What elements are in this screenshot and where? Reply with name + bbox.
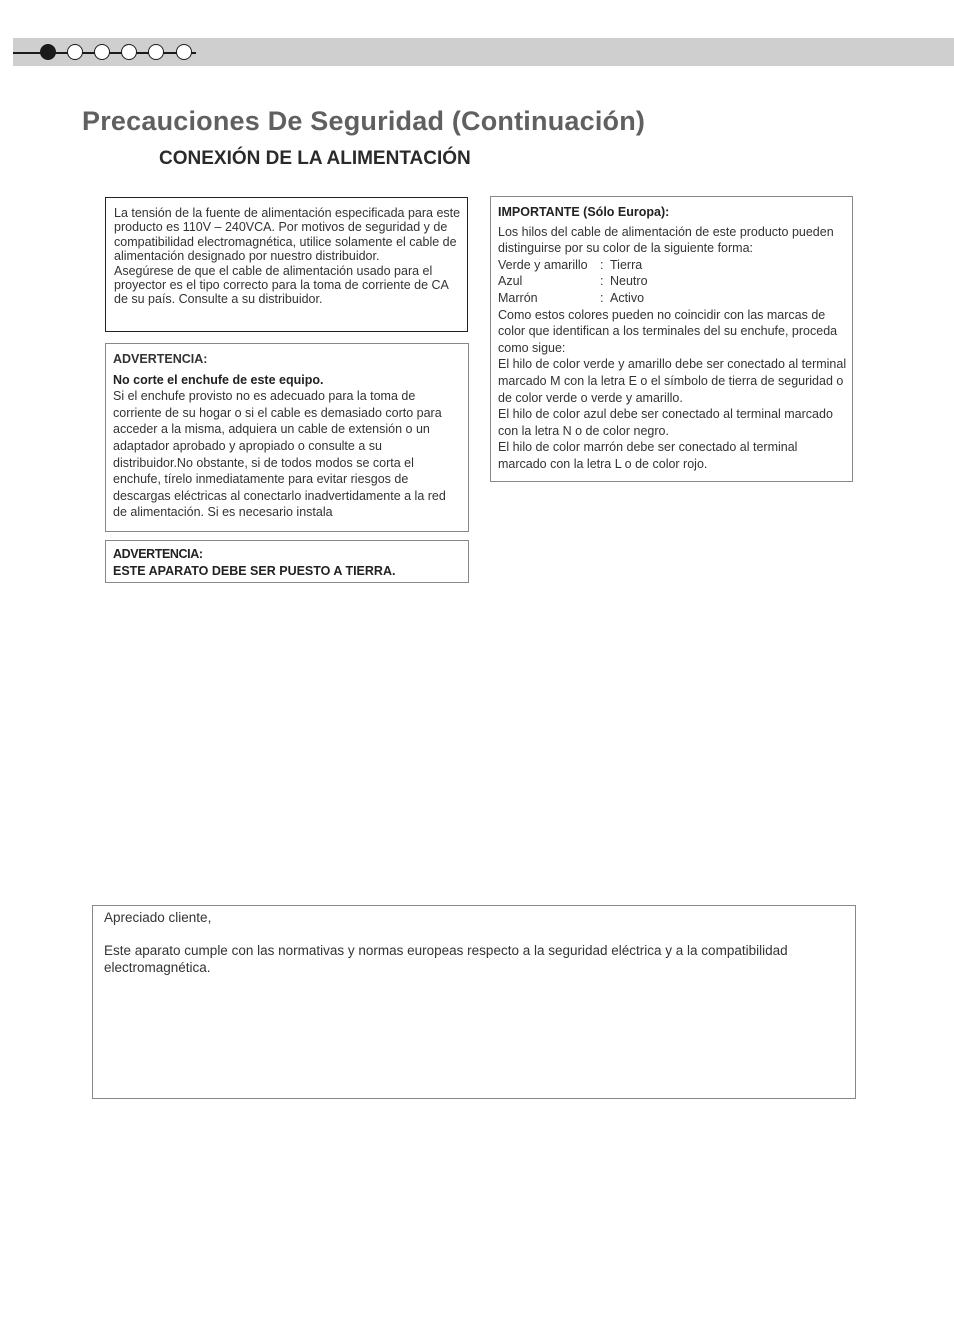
spacer (104, 926, 847, 942)
wire-color-meaning: Tierra (610, 257, 643, 272)
voltage-paragraph-2: Asegúrese de que el cable de alimentación usado para el proyector es el tipo correcto para la toma de corriente de CA de su país. Consulte a su distribuidor. (114, 263, 449, 307)
important-europe-box (490, 196, 853, 482)
page-indicator-dot (67, 44, 83, 60)
warning-heading: ADVERTENCIA: (113, 352, 208, 366)
wire-color-separator: : (600, 290, 604, 305)
warning-subheading: No corte el enchufe de este equipo. (113, 372, 324, 387)
wire-color-row (498, 257, 848, 274)
wire-color-separator: : (600, 274, 604, 289)
important-intro: Los hilos del cable de alimentación de este producto pueden distinguirse por su color de la siguiente forma: (498, 224, 834, 256)
voltage-paragraph-1: La tensión de la fuente de alimentación especificada para este producto es 110V – 240VCA. Por motivos de seguridad y de compatibilidad electromagnética, utilice solamente el cable de alimentación designado por nuestro distribuidor. (114, 206, 461, 264)
wire-color-meaning: Activo (610, 290, 645, 305)
important-body-1: Como estos colores pueden no coincidir con las marcas de color que identifican a los terminales del su enchufe, proceda como sigue: (498, 307, 838, 355)
wire-color-row (498, 273, 848, 290)
important-body-4: El hilo de color marrón debe ser conectado al terminal marcado con la letra L o de color rojo. (498, 440, 798, 471)
warning-ground-box (105, 540, 469, 583)
important-body-2: El hilo de color verde y amarillo debe ser conectado al terminal marcado M con la letra E o el símbolo de tierra de seguridad o de color verde o verde y amarillo. (498, 357, 847, 405)
warning-body: Si el enchufe provisto no es adecuado para la toma de corriente de su hogar o si el cable es demasiado corto para acceder a la misma, adquiera un cable de extensión o un adaptador aprobado y apropiado o consulte a su distribuidor.No obstante, si de todos modos se corta el enchufe, tírelo inmediatamente para evitar riesgos de descargas eléctricas al conectarlo inadvertidamente a la red de alimentación. Si es necesario instala (113, 389, 446, 520)
section-subtitle: CONEXIÓN DE LA ALIMENTACIÓN (159, 148, 471, 169)
voltage-notice-box (105, 197, 468, 332)
wire-color-name: Verde y amarillo (498, 257, 588, 272)
customer-text: Este aparato cumple con las normativas y normas europeas respecto a la seguridad eléctrica y a la compatibilidad electromagnética. (104, 943, 788, 975)
page-indicator-dot-active (40, 44, 56, 60)
page-indicator-dot (94, 44, 110, 60)
warning-ground-heading: ADVERTENCIA: (113, 547, 203, 561)
important-heading: IMPORTANTE (Sólo Europa): (498, 205, 670, 219)
page-indicator-dot (121, 44, 137, 60)
customer-greeting: Apreciado cliente, (104, 910, 212, 925)
warning-ground-text: ESTE APARATO DEBE SER PUESTO A TIERRA. (113, 564, 396, 578)
page-indicator-dot (148, 44, 164, 60)
page-title: Precauciones De Seguridad (Continuación) (82, 106, 646, 136)
wire-color-name: Azul (498, 274, 523, 289)
wire-color-separator: : (600, 257, 604, 272)
wire-color-meaning: Neutro (610, 274, 648, 289)
customer-notice-box (92, 905, 856, 1099)
warning-plug-box (105, 343, 469, 532)
wire-color-row (498, 290, 848, 307)
wire-color-name: Marrón (498, 290, 538, 305)
important-body-3: El hilo de color azul debe ser conectado al terminal marcado con la letra N o de color negro. (498, 407, 833, 438)
page-indicator-dot (176, 44, 192, 60)
